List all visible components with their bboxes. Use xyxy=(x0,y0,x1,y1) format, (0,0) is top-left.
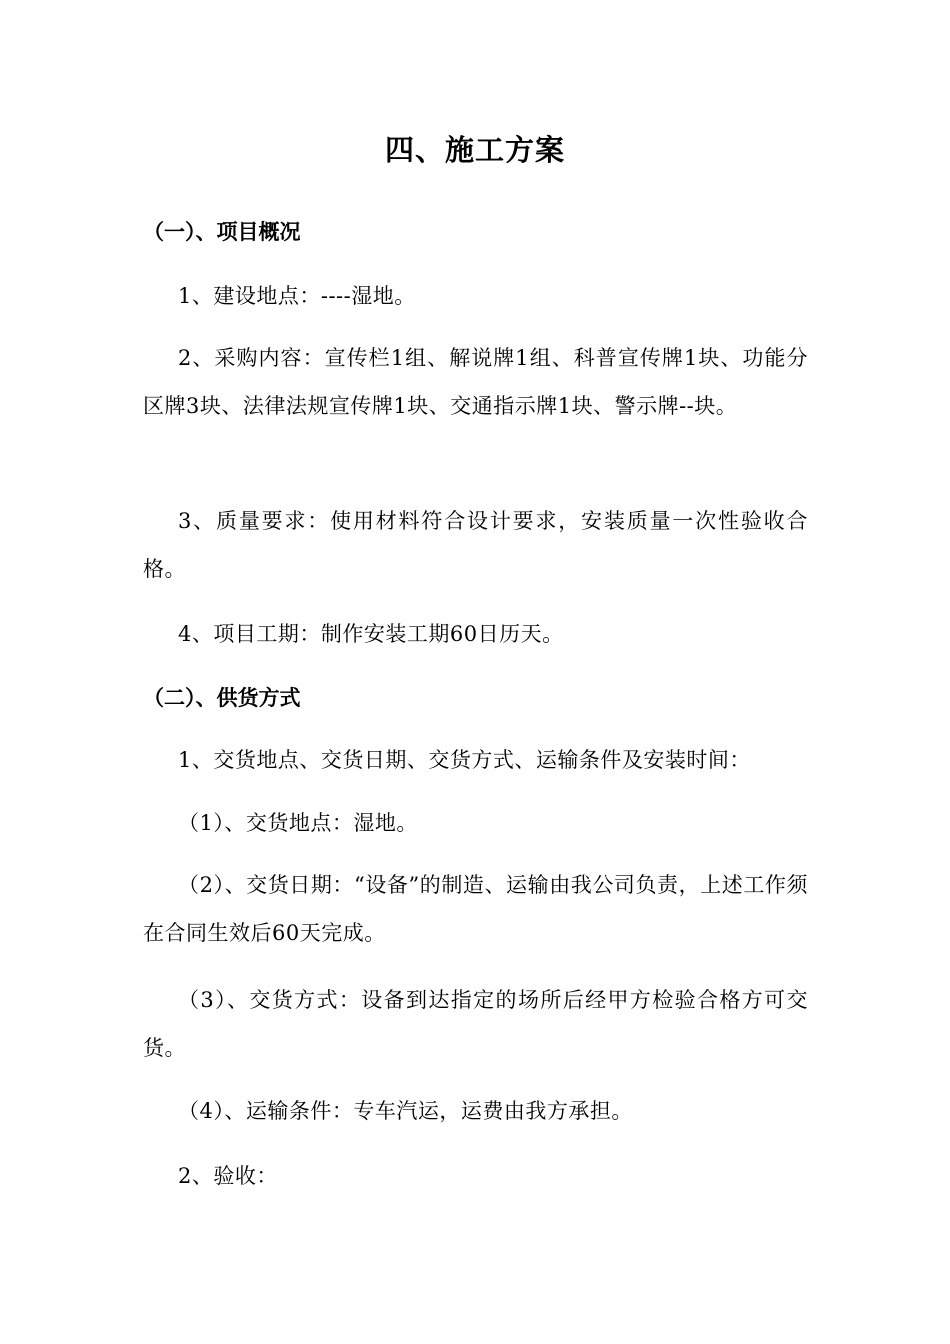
section-heading-supply: （二）、供货方式 xyxy=(143,685,301,710)
paragraph-delivery-location: （1）、交货地点：湿地。 xyxy=(178,811,418,835)
paragraph-delivery-method: （3）、交货方式：设备到达指定的场所后经甲方检验合格方可交货。 xyxy=(143,988,808,1060)
paragraph-delivery-overview: 1、交货地点、交货日期、交货方式、运输条件及安装时间： xyxy=(178,748,751,772)
section-heading-overview: （一）、项目概况 xyxy=(143,219,301,244)
paragraph-location: 1、建设地点：----湿地。 xyxy=(178,284,416,308)
paragraph-delivery-date: （2）、交货日期：“设备”的制造、运输由我公司负责，上述工作须在合同生效后60天完成。 xyxy=(143,873,808,945)
document-title: 四、施工方案 xyxy=(384,133,565,167)
paragraph-procurement: 2、采购内容：宣传栏1组、解说牌1组、科普宣传牌1块、功能分区牌3块、法律法规宣传牌1块、交通指示牌1块、警示牌--块。 xyxy=(143,346,808,418)
paragraph-schedule: 4、项目工期：制作安装工期60日历天。 xyxy=(178,622,564,646)
paragraph-transport: （4）、运输条件：专车汽运，运费由我方承担。 xyxy=(178,1099,633,1123)
paragraph-acceptance: 2、验收： xyxy=(178,1164,278,1188)
paragraph-quality: 3、质量要求：使用材料符合设计要求，安装质量一次性验收合格。 xyxy=(143,509,808,581)
